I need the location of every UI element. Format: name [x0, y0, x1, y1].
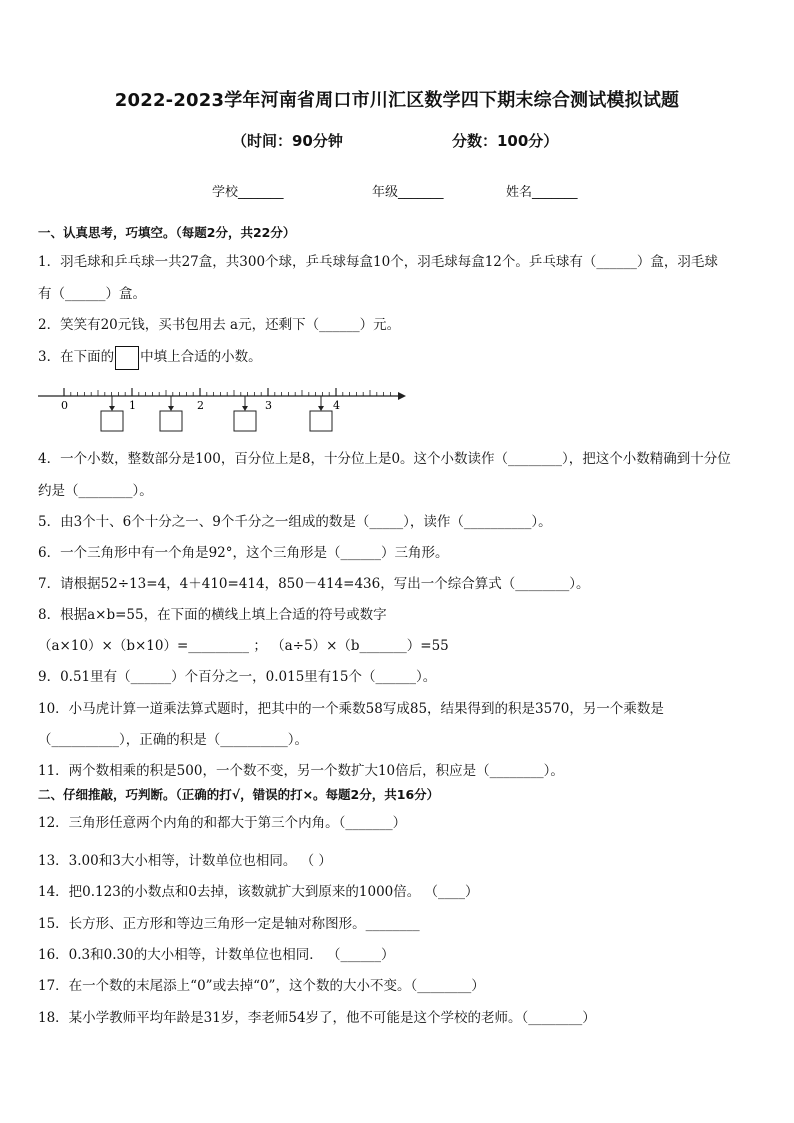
answer-box-2[interactable]: [160, 411, 182, 431]
box-1-arrow-icon: [109, 406, 115, 411]
tick-label-4: 4: [333, 399, 340, 412]
school-field[interactable]: 学校_______: [212, 185, 284, 200]
question-15: 15．长方形、正方形和等边三角形一定是轴对称图形。________: [38, 916, 420, 932]
question-3-suffix: 中填上合适的小数。: [140, 349, 262, 365]
question-14: 14．把0.123的小数点和0去掉，该数就扩大到原来的1000倍。 （____）: [38, 884, 479, 900]
number-line-ticks: [64, 388, 390, 396]
number-line-figure: [36, 382, 416, 436]
exam-title: 2022-2023学年河南省周口市川汇区数学四下期末综合测试模拟试题: [114, 90, 680, 111]
time-info: （时间：90分钟: [232, 132, 343, 150]
question-2: 2．笑笑有20元钱，买书包用去 a元，还剩下（______）元。: [38, 317, 401, 333]
number-line-labels: [61, 399, 340, 412]
answer-box-4[interactable]: [310, 411, 332, 431]
question-13: 13．3.00和3大小相等，计数单位也相同。 （ ）: [38, 853, 332, 869]
question-18: 18．某小学教师平均年龄是31岁，李老师54岁了，他不可能是这个学校的老师。（________）: [38, 1010, 596, 1026]
question-9: 9．0.51里有（______）个百分之一，0.015里有15个（______）。: [38, 669, 437, 685]
answer-box-icon: [115, 346, 139, 370]
question-1-line-2: 有（______）盒。: [38, 286, 146, 302]
tick-label-2: 2: [197, 399, 204, 412]
question-4-line-1: 4．一个小数，整数部分是100，百分位上是8，十分位上是0。这个小数读作（________），把这个小数精确到十分位: [38, 451, 731, 467]
question-7: 7．请根据52÷13=4，4＋410=414，850－414=436，写出一个综合算式（________）。: [38, 576, 590, 592]
box-2-arrow-icon: [168, 406, 174, 411]
tick-label-3: 3: [265, 399, 272, 412]
answer-box-3[interactable]: [234, 411, 256, 431]
tick-label-1: 1: [129, 399, 136, 412]
question-11: 11．两个数相乘的积是500，一个数不变，另一个数扩大10倍后，积应是（________）。: [38, 763, 564, 779]
question-3-prefix: 3．在下面的: [38, 349, 115, 365]
question-5: 5．由3个十、6个十分之一、9个千分之一组成的数是（_____），读作（__________）。: [38, 514, 552, 530]
question-8-line-2: （a×10）×（b×10）=_________ ； （a÷5）×（b_______）=55: [38, 638, 449, 654]
question-17: 17．在一个数的末尾添上“0”或去掉“0”，这个数的大小不变。（________）: [38, 978, 485, 994]
number-line-arrow-icon: [398, 392, 406, 400]
question-3: [38, 345, 262, 370]
answer-box-1[interactable]: [101, 411, 123, 431]
question-6: 6．一个三角形中有一个角是92°，这个三角形是（______）三角形。: [38, 545, 449, 561]
score-info: 分数：100分）: [452, 132, 559, 150]
section-2-heading: 二、仔细推敲，巧判断。（正确的打√，错误的打×。每题2分，共16分）: [38, 787, 440, 802]
question-8-line-1: 8．根据a×b=55，在下面的横线上填上合适的符号或数字: [38, 607, 387, 623]
name-field[interactable]: 姓名_______: [506, 185, 578, 200]
question-16: 16．0.3和0.30的大小相等，计数单位也相同． （______）: [38, 947, 395, 963]
grade-field[interactable]: 年级_______: [372, 185, 444, 200]
box-4-arrow-icon: [318, 406, 324, 411]
question-1-line-1: 1．羽毛球和乒乓球一共27盒，共300个球，乒乓球每盒10个，羽毛球每盒12个。乒乓球有（______）盒，羽毛球: [38, 254, 718, 270]
question-12: 12．三角形任意两个内角的和都大于第三个内角。（_______）: [38, 815, 407, 831]
section-1-heading: 一、认真思考，巧填空。（每题2分，共22分）: [38, 225, 296, 240]
box-3-arrow-icon: [242, 406, 248, 411]
question-4-line-2: 约是（________）。: [38, 483, 153, 499]
tick-label-0: 0: [61, 399, 68, 412]
question-10-line-1: 10．小马虎计算一道乘法算式题时，把其中的一个乘数58写成85，结果得到的积是3570，另一个乘数是: [38, 701, 664, 717]
question-10-line-2: （__________），正确的积是（__________）。: [38, 732, 308, 748]
